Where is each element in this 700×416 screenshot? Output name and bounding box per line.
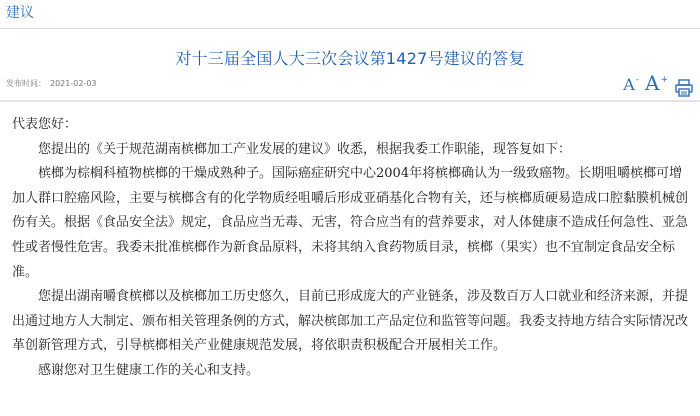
minus-sign: - xyxy=(635,75,639,85)
publish-date: 2021-02-03 xyxy=(50,79,97,88)
plus-sign: + xyxy=(660,75,668,85)
font-increase-button[interactable] xyxy=(645,73,668,98)
breadcrumb[interactable]: 建议 xyxy=(6,5,34,21)
salutation: 代表您好： xyxy=(12,117,78,132)
font-decrease-button[interactable] xyxy=(623,75,639,98)
top-bar xyxy=(0,0,700,30)
publish-info xyxy=(6,77,97,91)
font-increase-letter: A xyxy=(645,71,660,95)
publish-label: 发布时间： xyxy=(6,79,46,88)
printer-icon[interactable] xyxy=(674,78,694,98)
article-tools xyxy=(623,72,694,98)
paragraph-2: 槟榔为棕榈科植物槟榔的干燥成熟种子。国际癌症研究中心2004年将槟榔确认为一级致癌物。长期咀嚼槟榔可增加人群口腔癌风险，主要与槟榔含有的化学物质经咀嚼后形成亚硝基化合物有关，还与槟榔质硬易造成口腔黏膜机械创伤有关。根据《食品安全法》规定，食品应当无毒、无害，符合应当有的营养要求，对人体健康不造成任何急性、亚急性或者慢性危害。我委未批准槟榔作为新食品原料，未将其纳入食药物质目录，槟榔（果实）也不宜制定食品安全标准。 xyxy=(12,166,689,280)
font-decrease-letter: A xyxy=(623,75,635,94)
paragraph-1: 您提出的《关于规范湖南槟榔加工产业发展的建议》收悉，根据我委工作职能，现答复如下： xyxy=(38,141,572,157)
page-title: 对十三届全国人大三次会议第1427号建议的答复 xyxy=(175,49,525,68)
article-body xyxy=(12,113,688,384)
paragraph-4: 感谢您对卫生健康工作的关心和支持。 xyxy=(38,362,260,378)
header-divider xyxy=(0,100,700,102)
top-divider xyxy=(0,28,700,29)
paragraph-3: 您提出湖南嚼食槟榔以及槟榔加工历史悠久，目前已形成庞大的产业链条，涉及数百万人口就业和经济来源，并提出通过地方人大制定、颁布相关管理条例的方式，解决槟郎加工产品定位和监管等问题。我委支持地方结合实际情况改革创新管理方式，引导槟榔相关产业健康规范发展，将依职责积极配合开展相关工作。 xyxy=(12,289,689,354)
